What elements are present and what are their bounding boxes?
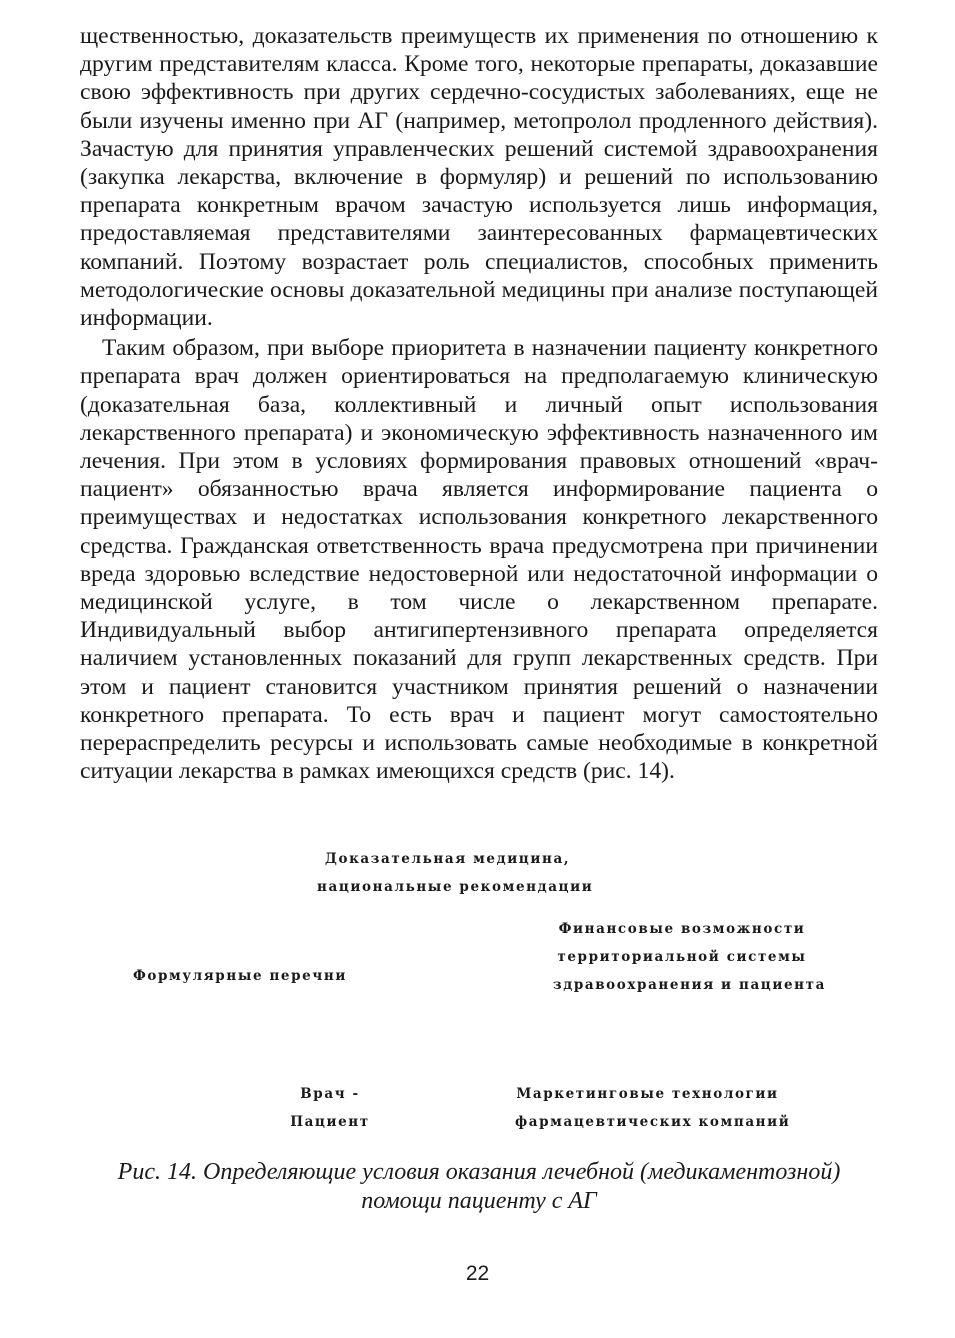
node-formulary-lists [133,962,347,990]
node-financial-line-3: здравоохранения и пациента [553,977,826,993]
node-doctor-patient [285,1080,375,1136]
node-doctor-line: Врач - [300,1086,360,1102]
node-formulary-line-1: Формулярные перечни [133,968,347,984]
figure-caption [80,1158,878,1216]
figure-caption-line-2: помощи пациенту с АГ [361,1188,597,1214]
node-marketing-technologies [515,1080,791,1136]
node-financial-line-1: Финансовые возможности [558,921,806,937]
text-body [80,22,878,785]
paragraph-2: Таким образом, при выборе приоритета в назначении пациенту конкретного препарата врач должен ориентироваться на предполагаемую клиническую (доказательная база, коллективный и личный опыт использования лекарственного препарата) и экономическую эффективность назначенного им лечения. При этом в условиях формирования правовых отношений «врач-пациент» обязанностью врача является информирование пациента о преимуществах и недостатках использования конкретного лекарственного средства. Гражданская ответственность врача предусмотрена при причинении вреда здоровью вследствие недостоверной или недостаточной информации о медицинской услуге, в том числе о лекарственном препарате. Индивидуальный выбор антигипертензивного препарата определяется наличием установленных показаний для групп лекарственных средств. При этом и пациент становится участником принятия решений о назначении конкретного препарата. То есть врач и пациент могут самостоятельно перераспределить ресурсы и использовать самые необходимые в конкретной ситуации лекарства в рамках имеющихся средств (рис. 14). [80,335,878,785]
node-financial-capabilities [553,915,826,999]
node-patient-line: Пациент [290,1114,370,1130]
node-evidence-line-2: национальные рекомендации [317,879,594,895]
page-number: 22 [465,1262,490,1285]
node-marketing-line-1: Маркетинговые технологии [516,1086,779,1102]
figure-caption-line-1: Рис. 14. Определяющие условия оказания лечебной (медикаментозной) [117,1159,841,1185]
node-financial-line-2: территориальной системы [557,949,807,965]
node-evidence-line-1: Доказательная медицина, [324,851,571,867]
node-evidence-based-medicine [317,845,594,901]
node-marketing-line-2: фармацевтических компаний [515,1114,791,1130]
paragraph-1: щественностью, доказательств преимуществ их применения по отношению к другим представителям класса. Кроме того, некоторые препараты, доказавшие свою эффективность при других сердечно-сосудистых заболеваниях, еще не были изучены именно при АГ (например, метопролол продленного действия). Зачастую для принятия управленческих решений системой здравоохранения (закупка лекарства, включение в формуляр) и решений по использованию препарата конкретным врачом зачастую используется лишь информация, предоставляемая представителями заинтересованных фармацевтических компаний. Поэтому возрастает роль специалистов, способных применить методологические основы доказательной медицины при анализе поступающей информации. [80,23,878,332]
